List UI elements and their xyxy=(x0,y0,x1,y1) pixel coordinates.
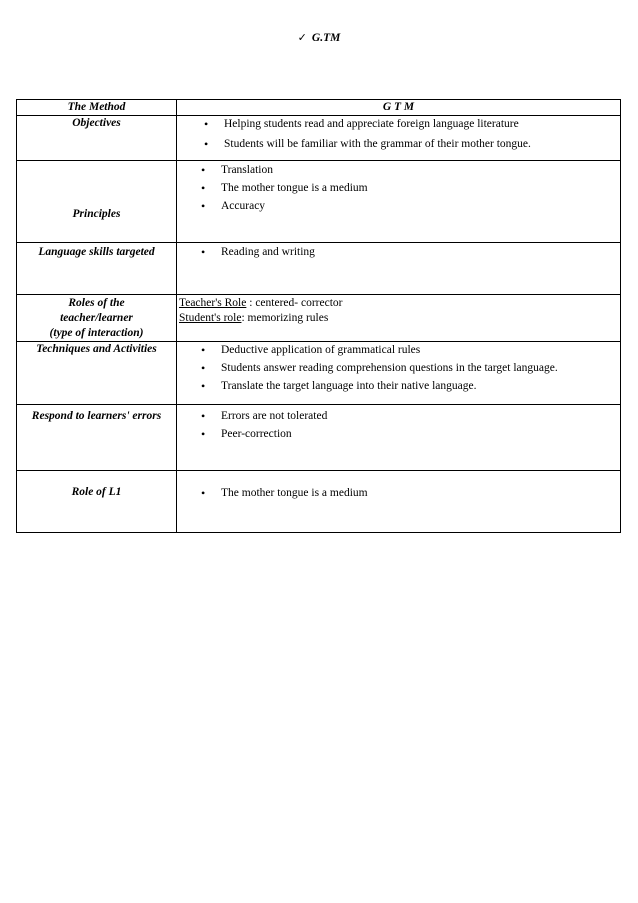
skills-label xyxy=(17,243,177,295)
table-header-row xyxy=(17,100,621,116)
errors-label xyxy=(17,405,177,471)
student-role-value: : memorizing rules xyxy=(241,312,329,324)
roles-label xyxy=(17,295,177,342)
list-item: • Reading and writing xyxy=(201,245,620,260)
page-title xyxy=(0,31,638,44)
checkmark-icon: ✓ xyxy=(297,31,307,44)
errors-label-text: Respond to learners' errors xyxy=(31,410,162,422)
principles-label-text: Principles xyxy=(72,208,121,220)
l1-label xyxy=(17,471,177,533)
roles-label-line: Roles of the xyxy=(68,297,125,309)
skills-cell xyxy=(177,243,621,295)
list-item: • Peer-correction xyxy=(201,427,620,442)
skills-row xyxy=(17,243,621,295)
techniques-label: Techniques and Activities xyxy=(17,342,177,405)
teacher-role-key: Teacher's Role xyxy=(179,297,247,309)
roles-row xyxy=(17,295,621,342)
list-item: • Accuracy xyxy=(201,199,620,214)
student-role-key: Student's role xyxy=(179,312,242,324)
list-item: • Translation xyxy=(201,163,620,178)
list-item: • Helping students read and appreciate foreign language literature xyxy=(204,117,620,132)
l1-row xyxy=(17,471,621,533)
objectives-label: Objectives xyxy=(17,116,177,161)
objectives-cell xyxy=(177,116,621,161)
list-item: • Students answer reading comprehension questions in the target language. xyxy=(201,361,620,376)
errors-cell xyxy=(177,405,621,471)
list-item: • The mother tongue is a medium xyxy=(201,181,620,196)
list-item: • Deductive application of grammatical rules xyxy=(201,343,620,358)
roles-cell xyxy=(177,295,621,342)
techniques-cell xyxy=(177,342,621,405)
teacher-role-line xyxy=(177,296,620,311)
list-item: • Errors are not tolerated xyxy=(201,409,620,424)
principles-cell xyxy=(177,161,621,243)
list-item: • Students will be familiar with the grammar of their mother tongue. xyxy=(204,137,620,152)
page-title-text: G.TM xyxy=(311,32,341,44)
roles-label-line: teacher/learner xyxy=(60,312,133,324)
teacher-role-value: : centered- corrector xyxy=(246,297,343,309)
list-item: • Translate the target language into their native language. xyxy=(201,379,620,394)
method-table xyxy=(16,99,621,533)
errors-row xyxy=(17,405,621,471)
l1-cell xyxy=(177,471,621,533)
objectives-row xyxy=(17,116,621,161)
principles-row xyxy=(17,161,621,243)
method-value-cell: G T M xyxy=(177,100,621,116)
l1-label-text: Role of L1 xyxy=(71,486,122,498)
student-role-line xyxy=(177,311,620,326)
principles-label xyxy=(17,161,177,243)
roles-label-line: (type of interaction) xyxy=(49,327,144,339)
list-item: • The mother tongue is a medium xyxy=(201,486,620,501)
techniques-row xyxy=(17,342,621,405)
method-label-cell: The Method xyxy=(17,100,177,116)
skills-label-text: Language skills targeted xyxy=(38,246,155,258)
